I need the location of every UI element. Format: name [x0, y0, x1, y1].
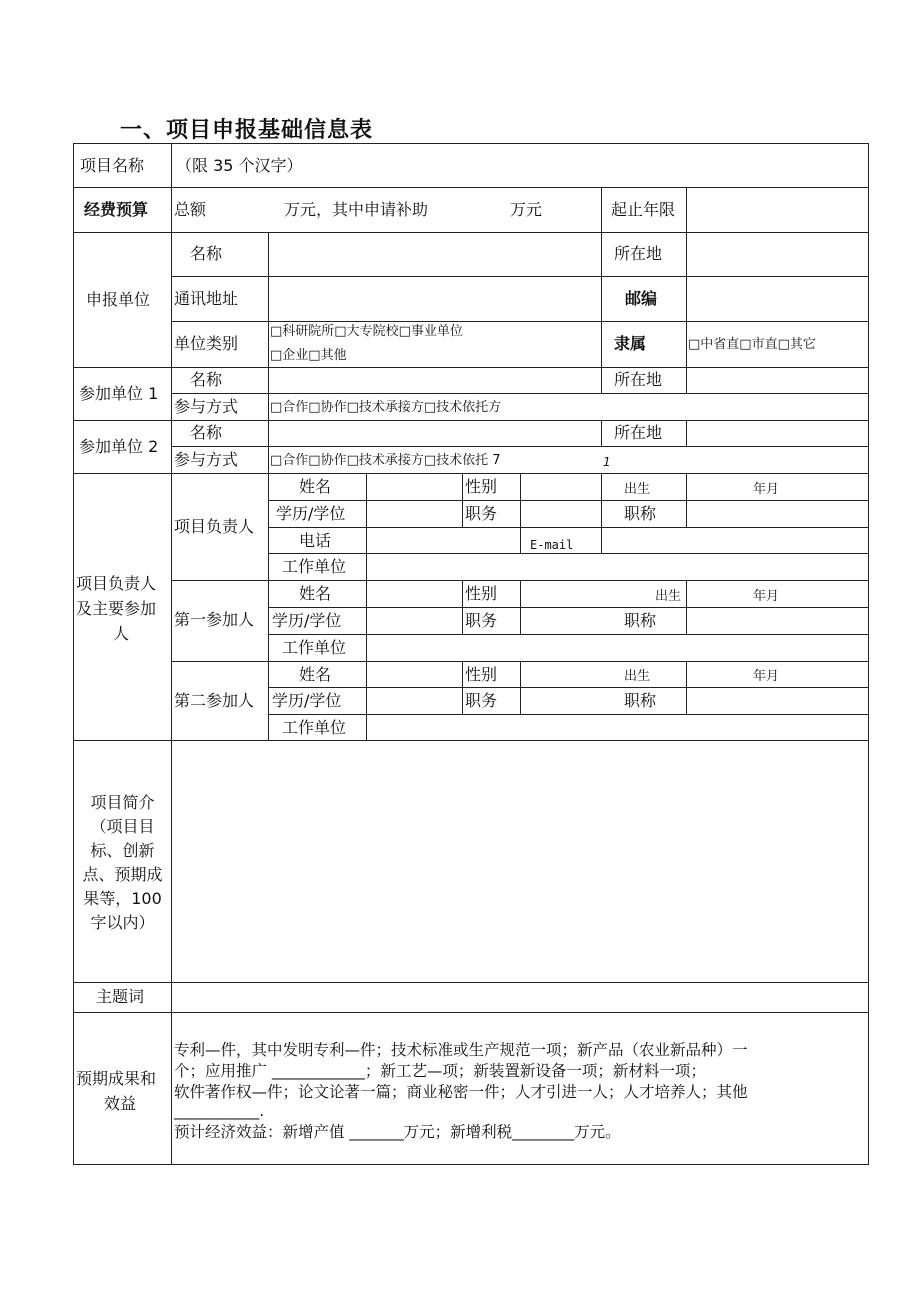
- period-label: 起止年限: [611, 200, 676, 219]
- page-title: 一、项目申报基础信息表: [120, 118, 374, 143]
- summary-label-5: 果等，100: [83, 889, 162, 908]
- second-title-field[interactable]: [687, 688, 868, 714]
- applicant-label: 申报单位: [86, 290, 151, 309]
- unit-type-options-2[interactable]: □企业□其他: [270, 348, 347, 363]
- second-workplace-label: 工作单位: [282, 718, 347, 737]
- participant-1-location-label: 所在地: [614, 370, 663, 389]
- first-name-label: 姓名: [299, 584, 332, 603]
- participant-1-mode-label: 参与方式: [174, 397, 239, 416]
- budget-total-label: 总额: [174, 200, 207, 219]
- keywords-label: 主题词: [96, 987, 145, 1006]
- summary-label-3: 标、创新: [90, 841, 155, 860]
- applicant-name-label: 名称: [190, 244, 223, 263]
- leader-name-field[interactable]: [367, 474, 462, 500]
- address-field[interactable]: [269, 277, 601, 321]
- participant-1-name-field[interactable]: [269, 368, 601, 393]
- project-name-hint: （限 35 个汉字）: [176, 156, 303, 175]
- project-name-label: 项目名称: [80, 156, 145, 175]
- postcode-label: 邮编: [625, 289, 658, 308]
- summary-label-6: 字以内）: [90, 913, 155, 932]
- second-name-field[interactable]: [367, 662, 462, 687]
- second-workplace-field[interactable]: [367, 715, 868, 740]
- outcomes-line-1: 专利—件，其中发明专利—件；技术标准或生产规范一项；新产品（农业新品种）一: [174, 1041, 748, 1059]
- project-name-field[interactable]: [172, 144, 868, 187]
- keywords-field[interactable]: [172, 983, 868, 1012]
- participant-2-location-field[interactable]: [687, 421, 868, 446]
- participant-1-mode-options[interactable]: □合作□协作□技术承接方□技术依托方: [270, 400, 502, 415]
- participant-1-label: 参加单位 1: [79, 384, 159, 403]
- budget-label: 经费预算: [84, 200, 149, 219]
- first-birth-label: 出生: [655, 589, 682, 604]
- first-post-label: 职务: [465, 611, 498, 630]
- postcode-field[interactable]: [687, 277, 868, 321]
- second-birth-label: 出生: [624, 669, 651, 684]
- second-post-field[interactable]: [521, 688, 601, 714]
- people-section-label-1: 项目负责人: [76, 574, 157, 593]
- second-post-label: 职务: [465, 691, 498, 710]
- leader-phone-field[interactable]: [367, 528, 520, 553]
- first-title-field[interactable]: [687, 608, 868, 634]
- leader-title-label: 职称: [624, 504, 657, 523]
- budget-unit: 万元: [510, 200, 543, 219]
- second-year-month-label: 年月: [753, 669, 780, 684]
- outcomes-line-5: 预计经济效益：新增产值 _______万元；新增利税________万元。: [174, 1123, 621, 1141]
- budget-unit-subsidy: 万元，其中申请补助: [284, 200, 429, 219]
- first-edu-field[interactable]: [367, 608, 462, 634]
- outcomes-label-1: 预期成果和: [76, 1069, 157, 1088]
- first-name-field[interactable]: [367, 581, 462, 607]
- second-title-label: 职称: [624, 691, 657, 710]
- participant-2-location-label: 所在地: [614, 423, 663, 442]
- affiliation-label: 隶属: [614, 334, 647, 353]
- first-title-label: 职称: [624, 611, 657, 630]
- participant-2-mode-label: 参与方式: [174, 450, 239, 469]
- leader-gender-field[interactable]: [521, 474, 601, 500]
- unit-type-label: 单位类别: [174, 334, 239, 353]
- applicant-location-label: 所在地: [614, 244, 663, 263]
- people-section-label-2: 及主要参加: [76, 599, 157, 618]
- first-workplace-field[interactable]: [367, 635, 868, 661]
- leader-edu-field[interactable]: [367, 501, 462, 527]
- outcomes-line-4: ___________.: [174, 1102, 265, 1120]
- first-workplace-label: 工作单位: [282, 638, 347, 657]
- leader-label: 项目负责人: [174, 517, 255, 536]
- first-participant-label: 第一参加人: [174, 610, 255, 629]
- summary-label-1: 项目简介: [90, 793, 155, 812]
- leader-edu-label: 学历/学位: [276, 504, 346, 523]
- participant-2-name-label: 名称: [190, 423, 223, 442]
- outcomes-label-2: 效益: [104, 1094, 137, 1113]
- second-name-label: 姓名: [299, 665, 332, 684]
- address-label: 通讯地址: [174, 289, 239, 308]
- period-field[interactable]: [687, 188, 868, 232]
- leader-email-field[interactable]: [602, 528, 868, 553]
- first-gender-label: 性别: [465, 584, 498, 603]
- applicant-location-field[interactable]: [687, 233, 868, 276]
- participant-1-location-field[interactable]: [687, 368, 868, 393]
- leader-year-month-label: 年月: [753, 482, 780, 497]
- summary-label-4: 点、预期成: [82, 865, 163, 884]
- leader-post-field[interactable]: [521, 501, 601, 527]
- second-edu-label: 学历/学位: [272, 691, 342, 710]
- participant-2-name-field[interactable]: [269, 421, 601, 446]
- affiliation-options[interactable]: □中省直□市直□其它: [688, 337, 816, 352]
- stray-mark: 1: [603, 455, 611, 469]
- applicant-name-field[interactable]: [269, 233, 601, 276]
- summary-field[interactable]: [172, 741, 868, 982]
- first-year-month-label: 年月: [753, 589, 780, 604]
- leader-title-field[interactable]: [687, 501, 868, 527]
- unit-type-options-1[interactable]: □科研院所□大专院校□事业单位: [270, 324, 463, 339]
- second-participant-label: 第二参加人: [174, 691, 255, 710]
- participant-2-label: 参加单位 2: [79, 437, 159, 456]
- leader-phone-label: 电话: [299, 531, 332, 550]
- leader-workplace-field[interactable]: [367, 554, 868, 580]
- people-section-label-3: 人: [113, 624, 130, 643]
- first-post-field[interactable]: [521, 608, 601, 634]
- participant-2-mode-options[interactable]: □合作□协作□技术承接方□技术依托 7: [270, 453, 501, 468]
- leader-name-label: 姓名: [299, 477, 332, 496]
- summary-label-2: （项目目: [90, 817, 155, 836]
- first-gender-field[interactable]: [521, 581, 601, 607]
- leader-gender-label: 性别: [465, 477, 498, 496]
- second-gender-field[interactable]: [521, 662, 601, 687]
- leader-post-label: 职务: [465, 504, 498, 523]
- leader-workplace-label: 工作单位: [282, 557, 347, 576]
- second-gender-label: 性别: [465, 665, 498, 684]
- participant-1-name-label: 名称: [190, 370, 223, 389]
- first-edu-label: 学历/学位: [272, 611, 342, 630]
- outcomes-line-3: 软件著作权—件；论文论著一篇；商业秘密一件；人才引进一人；人才培养人；其他: [174, 1083, 748, 1101]
- outcomes-line-2: 个；应用推广 ____________；新工艺—项；新装置新设备一项；新材料一项；: [174, 1062, 706, 1080]
- leader-birth-label: 出生: [624, 482, 651, 497]
- leader-email-label: E-mail: [530, 538, 574, 552]
- second-edu-field[interactable]: [367, 688, 462, 714]
